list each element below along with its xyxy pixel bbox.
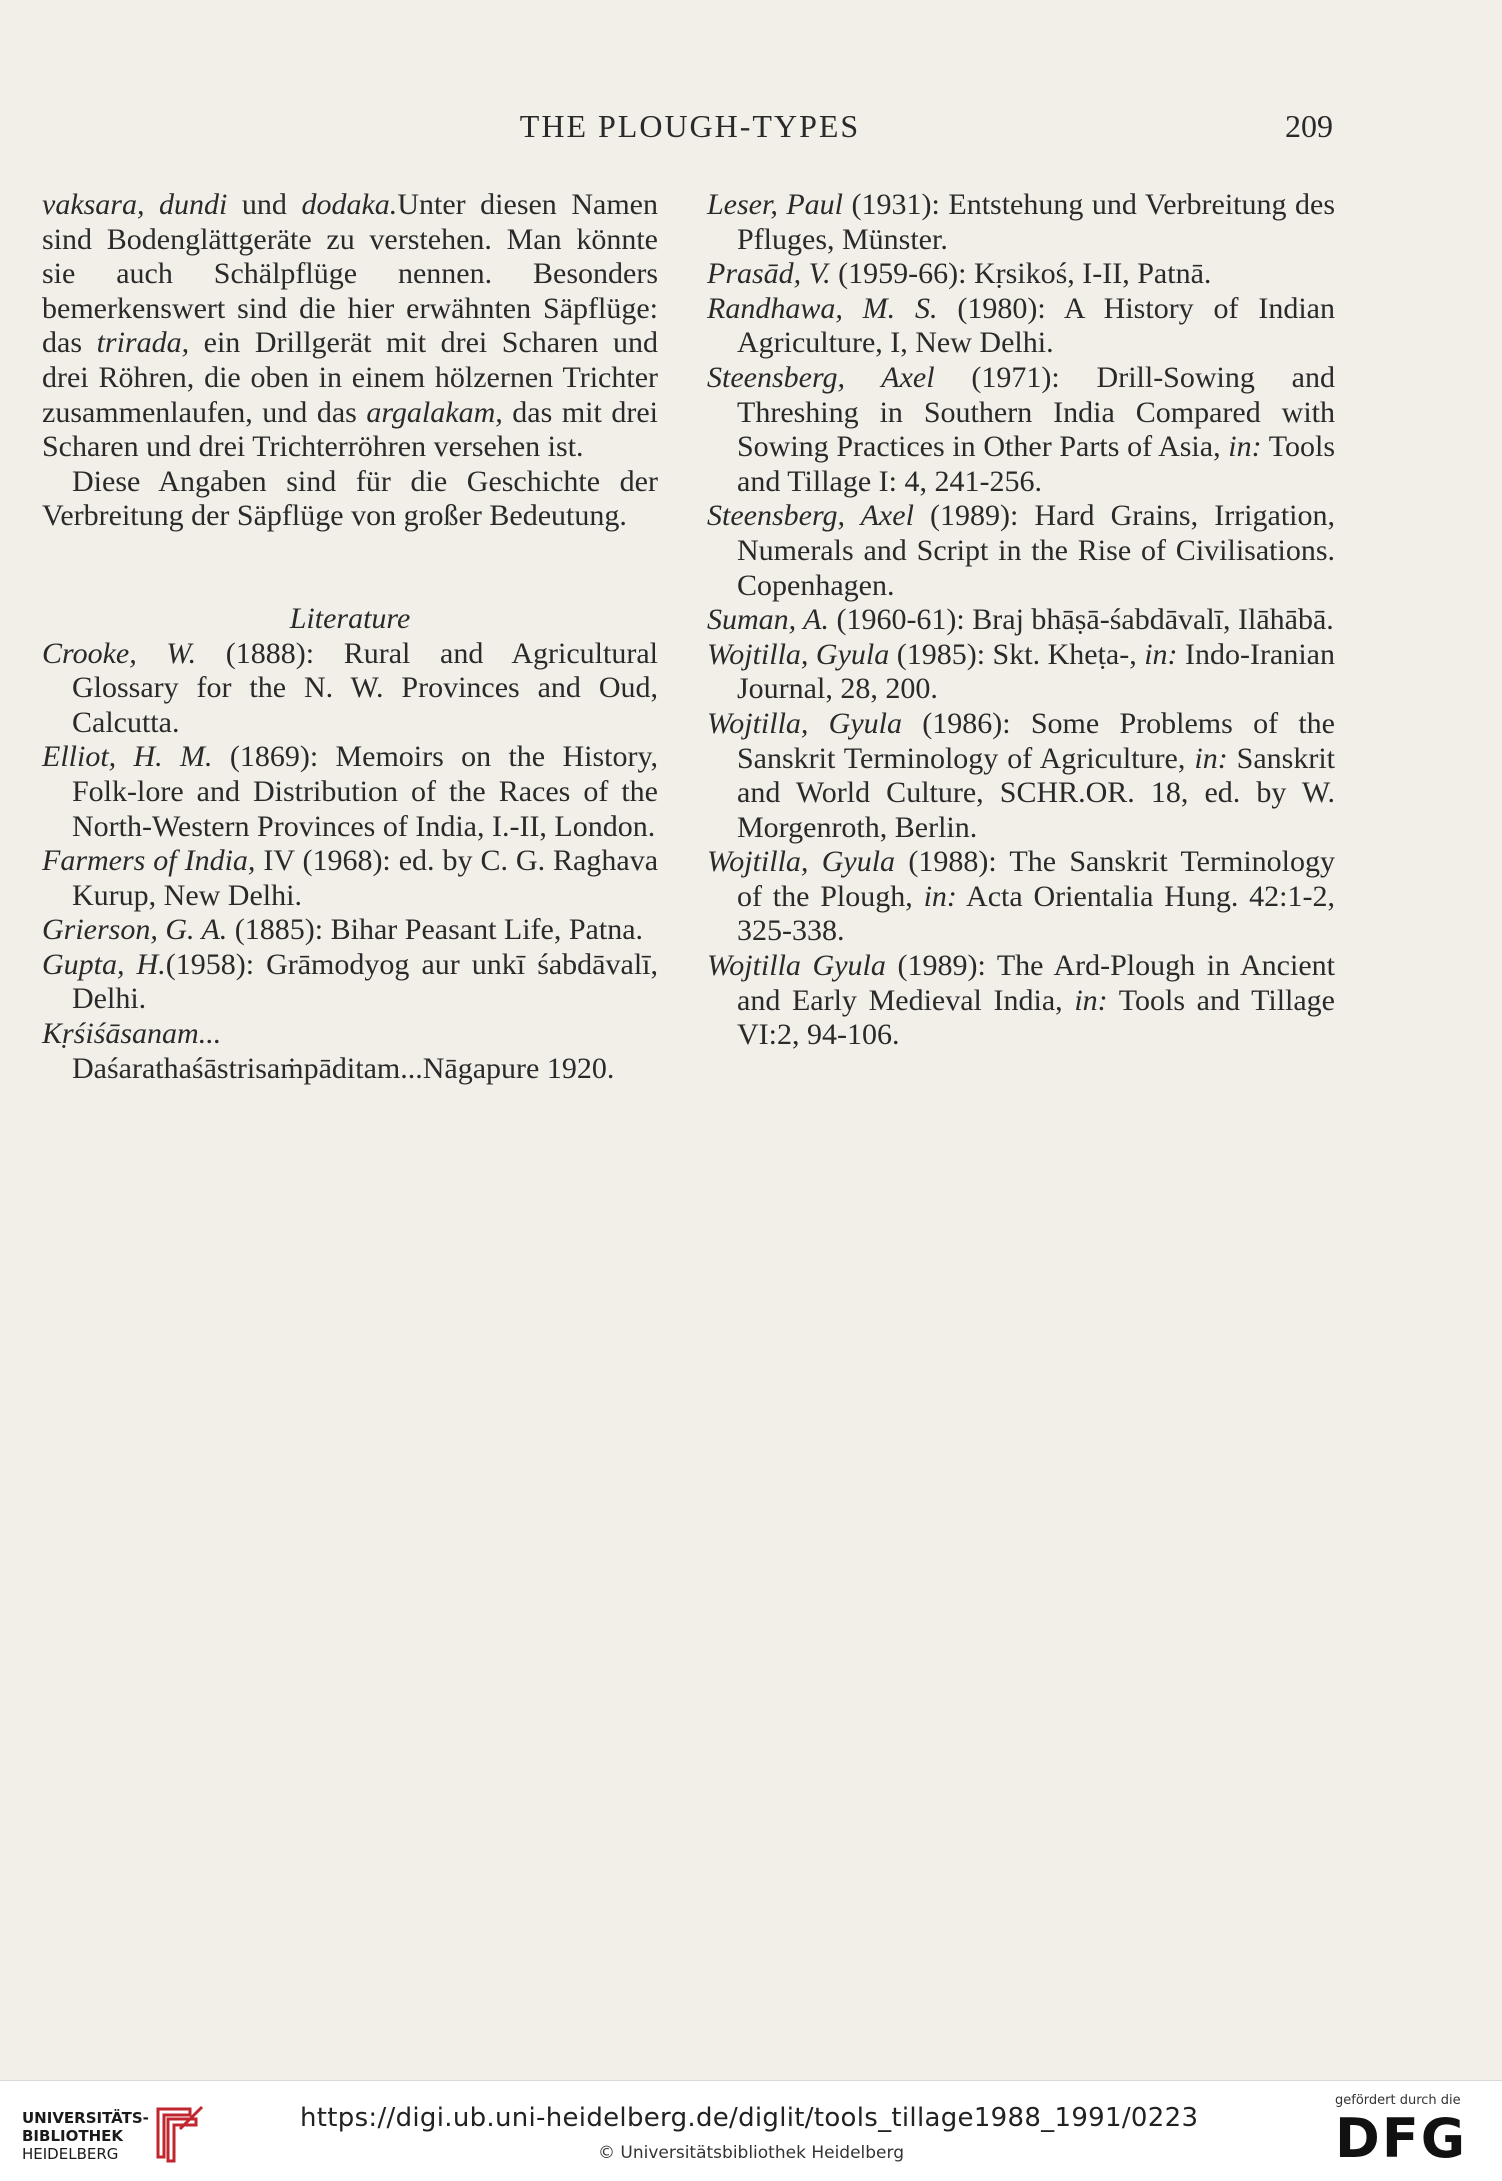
paragraph-2: Diese Angaben sind für die Geschichte der Verbreitung der Säpflüge von großer Bedeutung. xyxy=(42,464,658,533)
right-column xyxy=(707,188,1335,1053)
reference-tail: Indo-Iranian Journal, 28, 200. xyxy=(737,637,1335,706)
reference-author: Steensberg, Axel xyxy=(707,360,935,394)
reference-text: (1980): A History of Indian Agriculture, I, New Delhi. xyxy=(737,291,1335,360)
reference-author: Wojtilla Gyula xyxy=(707,949,886,983)
reference-author: Prasād, V. xyxy=(707,257,831,291)
reference-in: in: xyxy=(1194,741,1228,775)
source-url-link[interactable]: https://digi.ub.uni-heidelberg.de/diglit/tools_tillage1988_1991/0223 xyxy=(300,2103,1199,2133)
text-span: ein Drillgerät mit drei Scharen und drei Röhren, die oben in einem hölzernen Trichter zusammenlaufen, und das xyxy=(42,326,658,429)
funded-by-label: gefördert durch die xyxy=(1335,2093,1461,2108)
reference-author: Leser, Paul xyxy=(707,188,844,221)
page-number: 209 xyxy=(1285,108,1333,144)
reference-tail: Acta Orientalia Hung. 42:1-2, 325-338. xyxy=(737,879,1335,948)
reference-text: (1958): Grāmodyog aur unkī śabdāvalī, Delhi. xyxy=(72,947,658,1016)
reference-entry xyxy=(707,188,1335,257)
italic-term: argalakam, xyxy=(366,395,503,429)
reference-text: (1989): Hard Grains, Irrigation, Numerals and Script in the Rise of Civilisations. Copenhagen. xyxy=(737,499,1335,602)
reference-entry xyxy=(42,740,658,844)
library-name-line: UNIVERSITÄTS- xyxy=(22,2109,149,2127)
digitization-footer xyxy=(0,2080,1502,2181)
reference-author: Wojtilla, Gyula xyxy=(707,637,890,671)
reference-tail: Tools and Tillage I: 4, 241-256. xyxy=(737,430,1335,498)
reference-text: (1960-61): Braj bhāṣā-śabdāvalī, Ilāhābā. xyxy=(828,603,1334,637)
reference-entry xyxy=(707,638,1335,707)
reference-entry xyxy=(707,361,1335,499)
reference-entry xyxy=(707,603,1335,638)
reference-text: Daśarathaśāstrisaṁpāditam...Nāgapure 1920. xyxy=(72,1051,615,1085)
reference-entry xyxy=(42,1017,658,1086)
dfg-logo: DFG xyxy=(1335,2107,1468,2170)
italic-term: vaksara, dundi xyxy=(42,188,228,221)
reference-author: Suman, A. xyxy=(707,603,829,637)
reference-text: (1885): Bihar Peasant Life, Patna. xyxy=(227,913,644,947)
reference-entry xyxy=(707,707,1335,845)
copyright-notice: © Universitätsbibliothek Heidelberg xyxy=(597,2143,904,2163)
text-span: und xyxy=(227,188,302,221)
reference-entry xyxy=(707,499,1335,603)
reference-text: IV (1968): ed. by C. G. Raghava Kurup, New Delhi. xyxy=(72,844,659,912)
reference-text: (1959-66): Kṛsikoś, I-II, Patnā. xyxy=(830,257,1212,291)
library-name-line: BIBLIOTHEK xyxy=(22,2127,123,2145)
reference-author: Randhawa, M. S. xyxy=(707,291,938,325)
reference-tail: Tools and Tillage VI:2, 94-106. xyxy=(737,983,1335,1052)
text-span: Unter diesen Namen sind Bodenglättgeräte zu verstehen. Man könnte sie auch Schälpflüge nennen. Besonders bemerkenswert sind die hier erwähnten Säpflüge: das xyxy=(42,188,658,360)
reference-text: (1869): Memoirs on the History, Folk-lore and Distribution of the Races of the North-Western Provinces of India, I.-II, London. xyxy=(72,740,659,843)
reference-text: (1989): The Ard-Plough in Ancient and Early Medieval India, xyxy=(737,949,1335,1017)
reference-entry xyxy=(42,913,658,948)
reference-author: Wojtilla, Gyula xyxy=(707,706,902,740)
reference-text: (1986): Some Problems of the Sanskrit Terminology of Agriculture, xyxy=(737,706,1335,775)
reference-author: Steensberg, Axel xyxy=(707,499,914,533)
reference-author: Elliot, H. M. xyxy=(42,740,213,774)
italic-term: dodaka. xyxy=(301,188,398,221)
reference-entry xyxy=(42,948,658,1017)
reference-entry xyxy=(42,844,658,913)
reference-author: Gupta, H. xyxy=(42,947,166,981)
reference-author: Wojtilla, Gyula xyxy=(707,845,896,879)
reference-text: (1971): Drill-Sowing and Threshing in Southern India Compared with Sowing Practices in Other Parts of Asia, xyxy=(737,360,1335,464)
reference-list-left xyxy=(42,637,658,1087)
reference-entry xyxy=(707,949,1335,1053)
reference-entry xyxy=(707,257,1335,292)
reference-entry xyxy=(42,637,658,741)
literature-heading: Literature xyxy=(289,601,411,635)
reference-entry xyxy=(707,845,1335,949)
reference-in: in: xyxy=(1144,637,1178,671)
reference-author: Grierson, G. A. xyxy=(42,913,228,947)
left-column xyxy=(42,188,658,1086)
reference-in: in: xyxy=(1228,430,1262,464)
reference-tail: Sanskrit and World Culture, SCHR.OR. 18, ed. by W. Morgenroth, Berlin. xyxy=(737,741,1335,844)
text-span: das mit drei Scharen und drei Trichterröhren versehen ist. xyxy=(42,395,658,464)
paragraph-1 xyxy=(42,188,658,465)
reference-text: (1988): The Sanskrit Terminology of the Plough, xyxy=(737,845,1335,913)
reference-author: Farmers of India, xyxy=(42,844,256,878)
reference-author: Crooke, W. xyxy=(42,636,197,670)
italic-term: trirada, xyxy=(96,326,190,360)
reference-text: (1888): Rural and Agricultural Glossary for the N. W. Provinces and Oud, Calcutta. xyxy=(72,636,658,739)
reference-author: Kṛśiśāsanam... xyxy=(42,1017,222,1051)
reference-text: (1985): Skt. Kheṭa-, xyxy=(889,637,1145,671)
reference-entry xyxy=(707,292,1335,361)
reference-text: (1931): Entstehung und Verbreitung des Pfluges, Münster. xyxy=(737,188,1336,256)
library-name-line: HEIDELBERG xyxy=(22,2145,119,2163)
reference-in: in: xyxy=(923,879,957,913)
running-title: THE PLOUGH-TYPES xyxy=(519,108,861,144)
reference-in: in: xyxy=(1074,983,1108,1017)
